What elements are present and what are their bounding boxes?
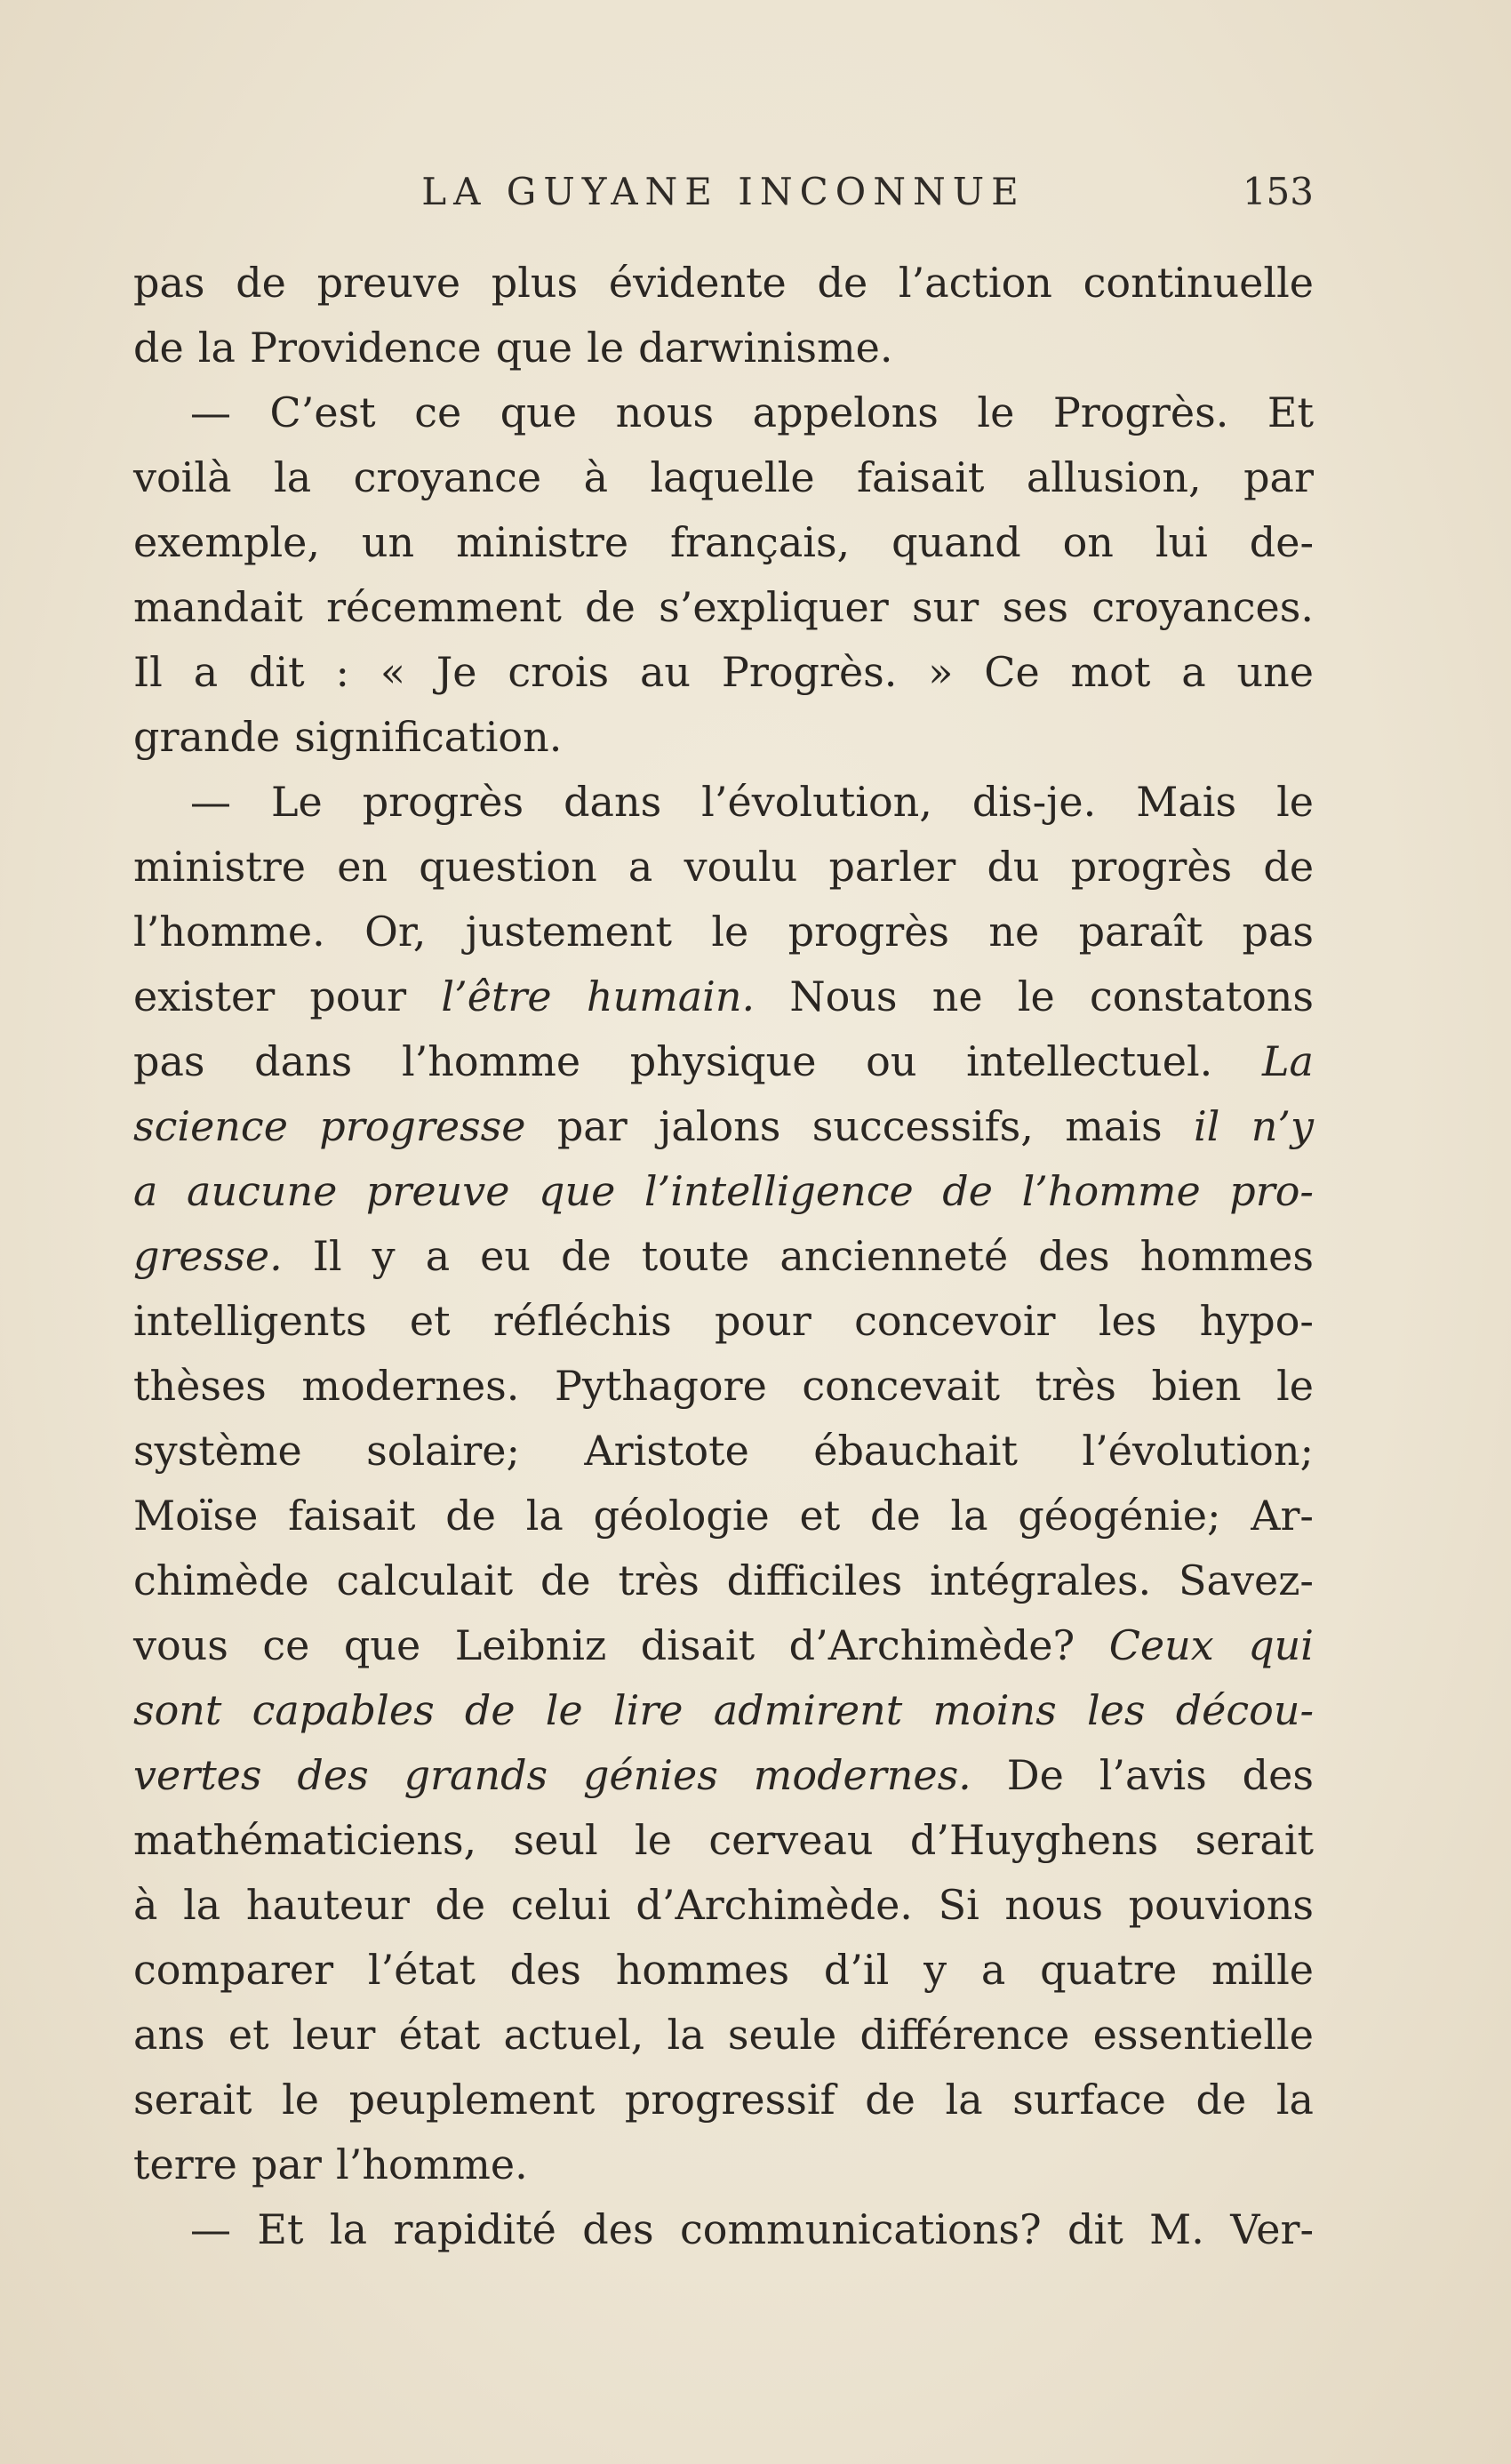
- text-line: exister pour l’être humain. Nous ne le constatons: [133, 972, 1315, 1020]
- text-line: — Et la rapidité des communications? dit M. Ver-: [190, 2205, 1314, 2253]
- text-line: — Le progrès dans l’évolution, dis-je. Mais le: [190, 778, 1314, 826]
- text-line: — C’est ce que nous appelons le Progrès. Et: [190, 388, 1314, 436]
- text-line: mandait récemment de s’expliquer sur ses croyances.: [133, 583, 1315, 631]
- text-line: ans et leur état actuel, la seule différence essentielle: [133, 2011, 1314, 2059]
- text-line: voilà la croyance à laquelle faisait allusion, par: [133, 453, 1314, 501]
- text-line: l’homme. Or, justement le progrès ne paraît pas: [133, 908, 1314, 956]
- text-line: grande signification.: [133, 713, 563, 761]
- running-title: LA GUYANE INCONNUE: [421, 170, 1026, 213]
- text-line: pas dans l’homme physique ou intellectuel. La: [133, 1037, 1314, 1085]
- text-line: thèses modernes. Pythagore concevait très bien le: [133, 1362, 1314, 1410]
- text-line: vertes des grands génies modernes. De l’avis des: [133, 1751, 1314, 1799]
- text-line: comparer l’état des hommes d’il y a quatre mille: [133, 1946, 1315, 1994]
- text-line: intelligents et réfléchis pour concevoir les hypo-: [133, 1297, 1314, 1345]
- text-line: mathématiciens, seul le cerveau d’Huyghens serait: [133, 1816, 1315, 1864]
- running-header: [133, 165, 1314, 219]
- text-line: science progresse par jalons successifs, mais il n’y: [133, 1102, 1314, 1150]
- text-line: gresse. Il y a eu de toute ancienneté des hommes: [133, 1232, 1314, 1280]
- text-line: vous ce que Leibniz disait d’Archimède? Ceux qui: [133, 1621, 1314, 1669]
- text-line: pas de preuve plus évidente de l’action continuelle: [133, 259, 1315, 307]
- text-line: de la Providence que le darwinisme.: [133, 324, 893, 372]
- text-line: a aucune preuve que l’intelligence de l’homme pro-: [133, 1167, 1314, 1215]
- text-line: à la hauteur de celui d’Archimède. Si nous pouvions: [133, 1881, 1315, 1929]
- text-line: système solaire; Aristote ébauchait l’évolution;: [133, 1427, 1314, 1475]
- text-line: ministre en question a voulu parler du progrès de: [133, 843, 1315, 891]
- body-text: [133, 251, 1314, 2262]
- page-number: 153: [1242, 170, 1314, 213]
- text-line: Il a dit : « Je crois au Progrès. » Ce mot a une: [133, 648, 1314, 696]
- text-line: serait le peuplement progressif de la surface de la: [133, 2076, 1314, 2124]
- text-line: chimède calculait de très difficiles intégrales. Savez-: [133, 1556, 1314, 1604]
- text-line: exemple, un ministre français, quand on lui de-: [133, 518, 1314, 566]
- text-line: terre par l’homme.: [133, 2140, 528, 2188]
- text-line: Moïse faisait de la géologie et de la géogénie; Ar-: [133, 1492, 1314, 1540]
- text-line: sont capables de le lire admirent moins les décou-: [133, 1686, 1314, 1734]
